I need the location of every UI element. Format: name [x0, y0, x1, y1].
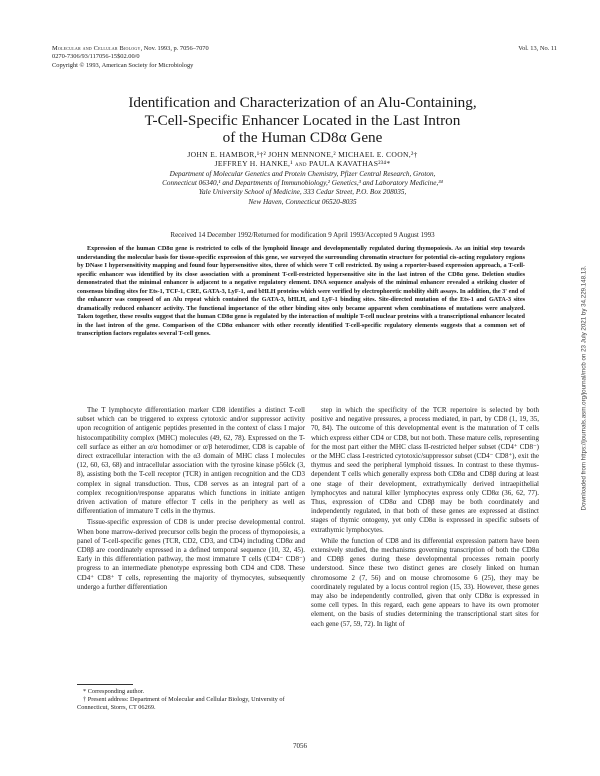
body-paragraph: While the function of CD8 and its differential expression pattern have been extensively studied, the mechanisms governing transcription of both the CD8α and CD8β genes during these developmental processes remain poorly understood. Since these two distinct genes are closely linked on human chromosome 2 (7, 56) and on mouse chromosome 6 (25), they may be coordinately regulated by a locus control region (15, 33). However, these genes may also be independently controlled, given that only CD8α is expressed in some cell types. In this regard, each gene appears to have its own promoter element, on the basis of studies determining the transcriptional start sites for each gene (57, 59, 72). In light of [311, 536, 539, 628]
received-dates: Received 14 December 1992/Returned for modification 9 April 1993/Accepted 9 August 1993 [170, 231, 435, 239]
issn-line: 0270-7306/93/117056-15$02.00/0 [52, 53, 140, 61]
body-paragraph: step in which the specificity of the TCR repertoire is selected by both positive and negative pressures, a process mediated, in part, by CD8 (1, 19, 35, 70, 84). The outcome of this developmental event is the maturation of T cells which express either CD4 or CD8, but not both. These mature cells, representing for the most part either the MHC class II-restricted helper subset (CD4⁺ CD8⁻) or the MHC class I-restricted cytotoxic/suppressor subset (CD4⁻ CD8⁺), exit the thymus and seed the peripheral lymphoid tissues. In contrast to these thymus-dependent T cells which generally express both CD8α and CD8β during at least one stage of their development, extrathymically derived intraepithelial lymphocytes and natural killer lymphocytes express only CD8α (36, 62, 77). Thus, expression of CD8α and CD8β may be both coordinately and independently regulated, in that both of these genes are expressed at distinct stages of thymic ontogeny, yet only CD8α is expressed in specific subsets of extrathymic lymphocytes. [311, 406, 539, 534]
affiliation-line: New Haven, Connecticut 06520-8035 [248, 197, 357, 206]
footnotes [77, 688, 305, 712]
footnote-corresponding: * Corresponding author. [83, 688, 145, 695]
author-list [60, 150, 545, 168]
affiliations [70, 170, 535, 207]
abstract: Expression of the human CD8α gene is restricted to cells of the lymphoid lineage and developmentally regulated during thymopoiesis. As an initial step towards understanding the molecular basis for tissue-specific expression of this gene, we surveyed the surrounding chromatin structure for potential cis-acting regulatory regions by DNase I hypersensitivity mapping and found four hypersensitive sites, three of which were T cell restricted. By using a reporter-based expression approach, a T-cell-specific enhancer was identified by its close association with a prominent T-cell-restricted hypersensitive site in the last intron of the CD8α gene. Deletion studies demonstrated that the minimal enhancer is adjacent to a negative regulatory element. DNA sequence analysis of the minimal enhancer revealed a striking cluster of consensus binding sites for Ets-1, TCF-1, CRE, GATA-3, LyF-1, and bHLH proteins which were verified by electrophoretic mobility shift assays. In addition, the 3' end of the enhancer was composed of an Alu repeat which contained the GATA-3, bHLH, and LyF-1 binding sites. Site-directed mutation of the Ets-1 and GATA-3 sites dramatically reduced enhancer activity. The functional importance of the other binding sites only became apparent when combinations of mutations were analyzed. Taken together, these results suggest that the human CD8α gene is regulated by the interaction of multiple T-cell nuclear proteins with a transcriptional enhancer located in the last intron of the gene. Comparison of the CD8α enhancer with other recently identified T-cell-specific regulatory elements suggests that a common set of transcription factors regulates several T-cell genes. [77, 245, 525, 337]
body-paragraph: The T lymphocyte differentiation marker CD8 identifies a distinct T-cell subset which can be triggered to express cytotoxic and/or suppressor activity upon recognition of antigenic peptides presented in the context of class I major histocompatibility complex (MHC) molecules (49, 62, 78). Expressed on the T-cell surface as either an α/α homodimer or α/β heterodimer, CD8 is capable of direct extracellular interaction with the α3 domain of MHC class I molecules (12, 60, 63, 68) and intracellular association with the tyrosine kinase p56lck (3, 8), assisting both the T-cell receptor (TCR) in antigen recognition and the CD3 complex in signal transduction. Thus, CD8 serves as an integral part of a complex recognition/response apparatus which functions in initiate antigen driven activation of mature effector T cells in the periphery as well as differentiation of immature T cells in the thymus. [77, 406, 305, 516]
affiliation-line: Connecticut 06340,¹ and Departments of Immunobiology,² Genetics,³ and Laboratory Medicine,³⁴ [162, 179, 443, 188]
copyright-line: Copyright © 1993, American Society for Microbiology [52, 61, 194, 69]
volume-number: Vol. 13, No. 11 [518, 45, 557, 52]
body-paragraph: Tissue-specific expression of CD8 is under precise developmental control. When bone marrow-derived precursor cells begin the process of thymopoiesis, a panel of T-cell-specific genes (TCR, CD2, CD3, and CD4) including CD8α and CD8β are coordinately expressed in a defined temporal sequence (10, 32, 45). Early in this differentiation pathway, the most immature T cells (CD4⁻ CD8⁻) progress to an intermediate phenotype expressing both CD4 and CD8. These CD4⁺ CD8⁺ T cells, representing the majority of thymocytes, subsequently undergo a further differentiation [77, 518, 305, 591]
title-line: Identification and Characterization of an Alu-Containing, [128, 94, 477, 111]
body-column-left [77, 406, 305, 594]
author-line: JOHN E. HAMBOR,¹†² JOHN MENNONE,² MICHAEL E. COON,²† [187, 150, 418, 159]
issue-date-pages: , Nov. 1993, p. 7056–7070 [140, 45, 209, 52]
page-number: 7056 [293, 742, 307, 750]
affiliation-line: Yale University School of Medicine, 333 Cedar Street, P.O. Box 208035, [198, 188, 407, 197]
download-notice-text: Downloaded from https://journals.asm.org/journal/mcb on 23 July 2021 by 34.229.148.13. [580, 265, 588, 511]
title-line: T-Cell-Specific Enhancer Located in the Last Intron [144, 111, 461, 129]
article-title [60, 94, 545, 147]
body-column-right [311, 406, 539, 631]
running-header [52, 45, 557, 70]
journal-name: Molecular and Cellular Biology [52, 45, 141, 52]
author-line: JEFFREY H. HANKE,¹ and PAULA KAVATHAS²³⁴* [214, 159, 391, 168]
footnote-divider [77, 684, 133, 685]
title-line: of the Human CD8α Gene [222, 129, 383, 146]
affiliation-line: Department of Molecular Genetics and Protein Chemistry, Pfizer Central Research, Groton, [169, 170, 436, 178]
footnote-present-address: † Present address: Department of Molecular and Cellular Biology, University of Connecticut, Storrs, CT 06269. [77, 696, 285, 711]
